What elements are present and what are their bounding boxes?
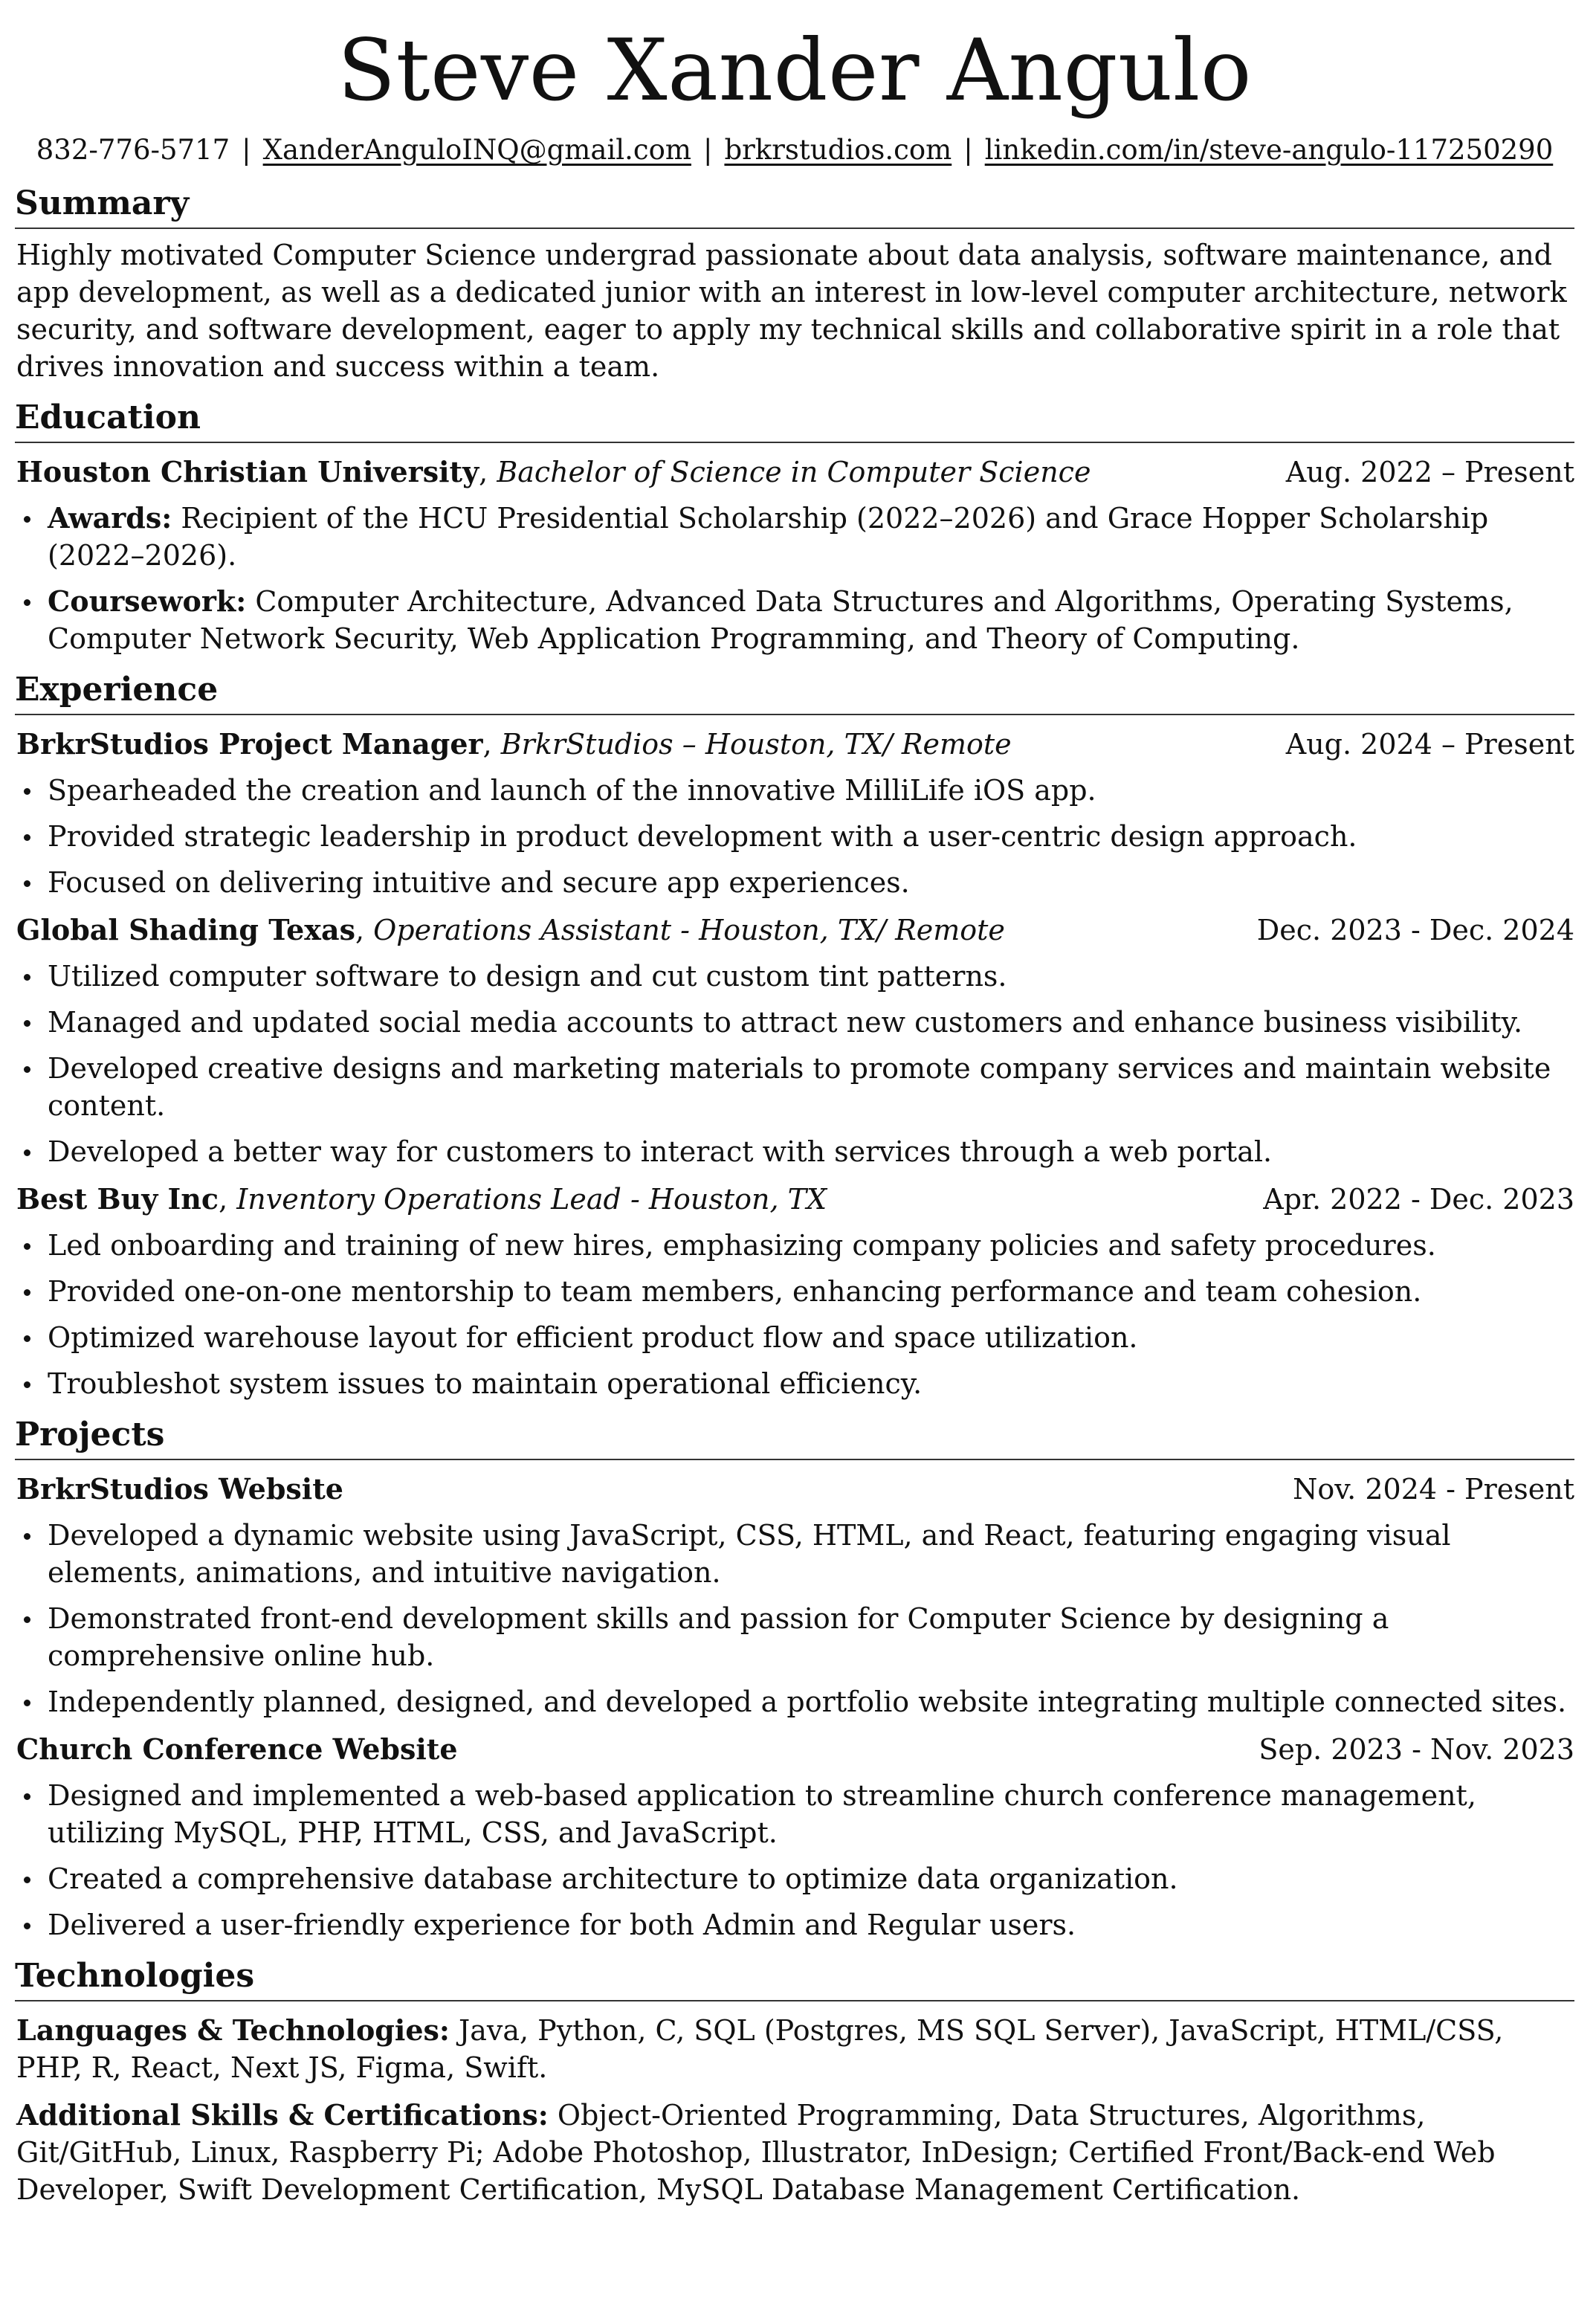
job-dates: Aug. 2024 – Present [1285,728,1574,761]
list-item: Independently planned, designed, and developed a portfolio website integrating multiple connected sites. [15,1683,1574,1720]
list-item [15,500,1574,574]
job-role: BrkrStudios – Houston, TX/ Remote [500,728,1012,761]
technologies-heading: Technologies [15,1955,1574,2001]
website-link[interactable]: brkrstudios.com [724,134,952,166]
list-item: Led onboarding and training of new hires, emphasizing company policies and safety procedures. [15,1227,1574,1264]
list-item: Developed creative designs and marketing materials to promote company services and maintain website content. [15,1050,1574,1124]
project-name: Church Conference Website [16,1732,458,1766]
job-org: Best Buy Inc [16,1182,219,1216]
project-dates: Nov. 2024 - Present [1293,1473,1574,1506]
email-link[interactable]: XanderAnguloINQ@gmail.com [262,134,691,166]
job-bullets [15,772,1574,901]
job-header [15,726,1574,763]
list-item: Focused on delivering intuitive and secure app experiences. [15,864,1574,901]
skills-label: Additional Skills & Certifications: [16,2098,549,2132]
separator: | [242,134,251,166]
project-dates: Sep. 2023 - Nov. 2023 [1259,1733,1574,1766]
list-item: Created a comprehensive database architecture to optimize data organization. [15,1860,1574,1897]
experience-heading: Experience [15,669,1574,715]
phone-number: 832-776-5717 [36,134,230,166]
project-header [15,1731,1574,1768]
list-item: Developed a better way for customers to interact with services through a web portal. [15,1133,1574,1170]
list-item: Demonstrated front-end development skills and passion for Computer Science by designing a comprehensive online hub. [15,1600,1574,1674]
list-item: Optimized warehouse layout for efficient product flow and space utilization. [15,1319,1574,1356]
project-bullets [15,1517,1574,1720]
list-item [15,583,1574,657]
projects-heading: Projects [15,1414,1574,1460]
education-heading: Education [15,397,1574,443]
linkedin-link[interactable]: linkedin.com/in/steve-angulo-117250290 [984,134,1554,166]
summary-heading: Summary [15,183,1574,229]
project-name: BrkrStudios Website [16,1472,343,1506]
list-item: Provided strategic leadership in product development with a user-centric design approach. [15,818,1574,855]
job-title-line: Global Shading Texas, Operations Assistant - Houston, TX/ Remote [16,913,1005,946]
languages-line [15,2012,1574,2086]
job-org: BrkrStudios Project Manager [16,727,483,761]
languages-label: Languages & Technologies: [16,2013,450,2047]
languages-text: Java, Python, C, SQL (Postgres, MS SQL Server), JavaScript, HTML/CSS, PHP, R, React, Next JS, Figma, Swift. [16,2014,1504,2084]
list-item: Designed and implemented a web-based application to streamline church conference management, utilizing MySQL, PHP, HTML, CSS, and JavaScript. [15,1777,1574,1851]
detail-label: Coursework: [48,584,247,618]
contact-line [15,132,1574,168]
separator: | [702,134,713,166]
education-dates: Aug. 2022 – Present [1285,456,1574,488]
job-role: Operations Assistant - Houston, TX/ Remote [373,914,1005,946]
job-role: Inventory Operations Lead - Houston, TX [236,1183,827,1216]
list-item: Spearheaded the creation and launch of the innovative MilliLife iOS app. [15,772,1574,809]
job-bullets [15,1227,1574,1402]
list-item: Utilized computer software to design and cut custom tint patterns. [15,958,1574,995]
job-bullets [15,958,1574,1170]
project-header [15,1471,1574,1508]
separator: | [963,134,973,166]
degree-name: Bachelor of Science in Computer Science [497,456,1091,488]
list-item: Provided one-on-one mentorship to team members, enhancing performance and team cohesion. [15,1273,1574,1310]
job-dates: Dec. 2023 - Dec. 2024 [1256,914,1574,946]
education-entry-header [15,454,1574,491]
list-item: Developed a dynamic website using JavaScript, CSS, HTML, and React, featuring engaging visual elements, animations, and intuitive navigation. [15,1517,1574,1591]
job-title-line: Best Buy Inc, Inventory Operations Lead - Houston, TX [16,1182,827,1216]
detail-label: Awards: [48,501,172,535]
list-item: Troubleshot system issues to maintain operational efficiency. [15,1365,1574,1402]
job-org: Global Shading Texas [16,913,355,946]
skills-text: Object-Oriented Programming, Data Structures, Algorithms, Git/GitHub, Linux, Raspberry Pi; Adobe Photoshop, Illustrator, InDesign; Certified Front/Back-end Web Developer, Swift Development Certification, MySQL Database Management Certification. [16,2099,1496,2206]
education-institution: Houston Christian University, Bachelor of Science in Computer Science [16,455,1091,488]
project-bullets [15,1777,1574,1943]
list-item: Managed and updated social media accounts to attract new customers and enhance business visibility. [15,1004,1574,1041]
detail-text: Computer Architecture, Advanced Data Structures and Algorithms, Operating Systems, Computer Network Security, Web Application Programming, and Theory of Computing. [48,585,1513,655]
education-details-list [15,500,1574,657]
list-item: Delivered a user-friendly experience for both Admin and Regular users. [15,1906,1574,1943]
summary-text: Highly motivated Computer Science undergrad passionate about data analysis, software maintenance, and app development, as well as a dedicated junior with an interest in low-level computer architecture, network security, and software development, eager to apply my technical skills and collaborative spirit in a role that drives innovation and success within a team. [16,239,1567,383]
job-title-line: BrkrStudios Project Manager, BrkrStudios – Houston, TX/ Remote [16,727,1012,761]
detail-text: Recipient of the HCU Presidential Scholarship (2022–2026) and Grace Hopper Scholarship (2022–2026). [48,502,1489,572]
resume-page [15,0,1574,2208]
school-name: Houston Christian University [16,455,479,488]
job-dates: Apr. 2022 - Dec. 2023 [1263,1183,1574,1216]
candidate-name: Steve Xander Angulo [337,21,1252,120]
job-header [15,1181,1574,1218]
skills-line [15,2097,1574,2208]
job-header [15,912,1574,949]
